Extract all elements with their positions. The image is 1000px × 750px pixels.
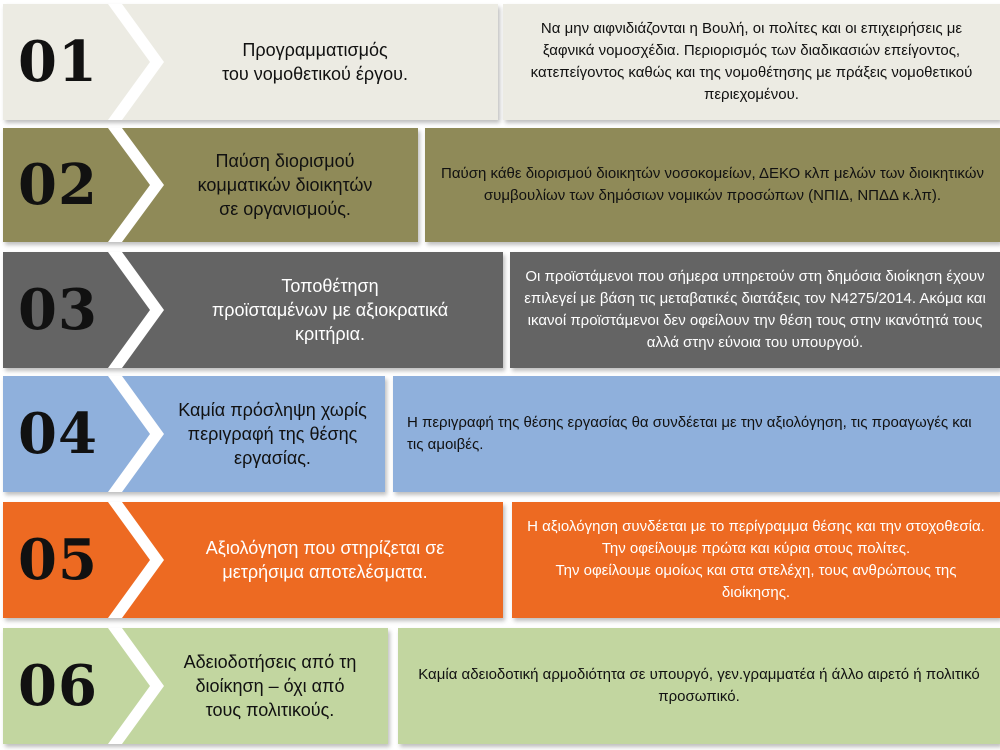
step-row-01 bbox=[0, 4, 1000, 120]
step-row-05 bbox=[0, 502, 1000, 618]
step-row-03 bbox=[0, 252, 1000, 368]
step-number-box bbox=[3, 4, 113, 120]
chevron-arrow-icon bbox=[108, 4, 168, 120]
step-row-06 bbox=[0, 628, 1000, 744]
step-number-box bbox=[3, 128, 113, 242]
step-title: Καμία πρόσληψη χωρίς περιγραφή της θέσης εργασίας. bbox=[178, 400, 367, 468]
step-number: 06 bbox=[18, 653, 98, 719]
step-row-02 bbox=[0, 128, 1000, 242]
chevron-arrow-icon bbox=[108, 252, 168, 368]
step-description: Η περιγραφή της θέσης εργασίας θα συνδέεται με την αξιολόγηση, τις προαγωγές και τις αμοιβές. bbox=[393, 376, 1000, 492]
step-number: 04 bbox=[18, 401, 98, 467]
chevron-arrow-icon bbox=[108, 502, 168, 618]
step-title: Τοποθέτηση προϊσταμένων με αξιοκρατικά κριτήρια. bbox=[211, 276, 449, 344]
step-description: Να μην αιφνιδιάζονται η Βουλή, οι πολίτες και οι επιχειρήσεις με ξαφνικά νομοσχέδια. Περιορισμός των διαδικασιών επείγοντος, κατεπείγοντος καθώς και της νομοθέτησης με πράξεις νομοθετικού περιεχομένου. bbox=[503, 4, 1000, 120]
step-title: Παύση διορισμού κομματικών διοικητών σε οργανισμούς. bbox=[197, 151, 373, 219]
step-number: 05 bbox=[18, 527, 98, 593]
chevron-arrow-icon bbox=[108, 376, 168, 492]
step-title: Αδειοδοτήσεις από τη διοίκηση – όχι από τους πολιτικούς. bbox=[183, 652, 357, 720]
step-number-box bbox=[3, 502, 113, 618]
step-number-box bbox=[3, 252, 113, 368]
step-number: 01 bbox=[18, 29, 98, 95]
step-description: Καμία αδειοδοτική αρμοδιότητα σε υπουργό, γεν.γραμματέα ή άλλο αιρετό ή πολιτικό προσωπικό. bbox=[398, 628, 1000, 744]
step-description: Παύση κάθε διορισμού διοικητών νοσοκομείων, ΔΕΚΟ κλπ μελών των διοικητικών συμβουλίων των δημόσιων νομικών προσώπων (ΝΠΙΔ, ΝΠΔΔ κ.λπ). bbox=[425, 128, 1000, 242]
chevron-arrow-icon bbox=[108, 628, 168, 744]
step-number: 03 bbox=[18, 277, 98, 343]
step-title: Αξιολόγηση που στηρίζεται σε μετρήσιμα αποτελέσματα. bbox=[205, 538, 445, 582]
step-number: 02 bbox=[18, 152, 98, 218]
step-number-box bbox=[3, 628, 113, 744]
step-description: Οι προϊστάμενοι που σήμερα υπηρετούν στη δημόσια διοίκηση έχουν επιλεγεί με βάση τις μεταβατικές διατάξεις τον Ν4275/2014. Ακόμα και ικανοί προϊστάμενοι δεν οφείλουν την θέση τους στην ικανότητά τους αλλά στην εύνοια του υπουργού. bbox=[510, 252, 1000, 368]
chevron-arrow-icon bbox=[108, 128, 168, 242]
step-title: Προγραμματισμός του νομοθετικού έργου. bbox=[221, 40, 408, 84]
step-description: Η αξιολόγηση συνδέεται με το περίγραμμα θέσης και την στοχοθεσία. Την οφείλουμε πρώτα και κύρια στους πολίτες. Την οφείλουμε ομοίως και στα στελέχη, τους ανθρώπους της διοίκησης. bbox=[512, 502, 1000, 618]
step-number-box bbox=[3, 376, 113, 492]
step-row-04 bbox=[0, 376, 1000, 492]
